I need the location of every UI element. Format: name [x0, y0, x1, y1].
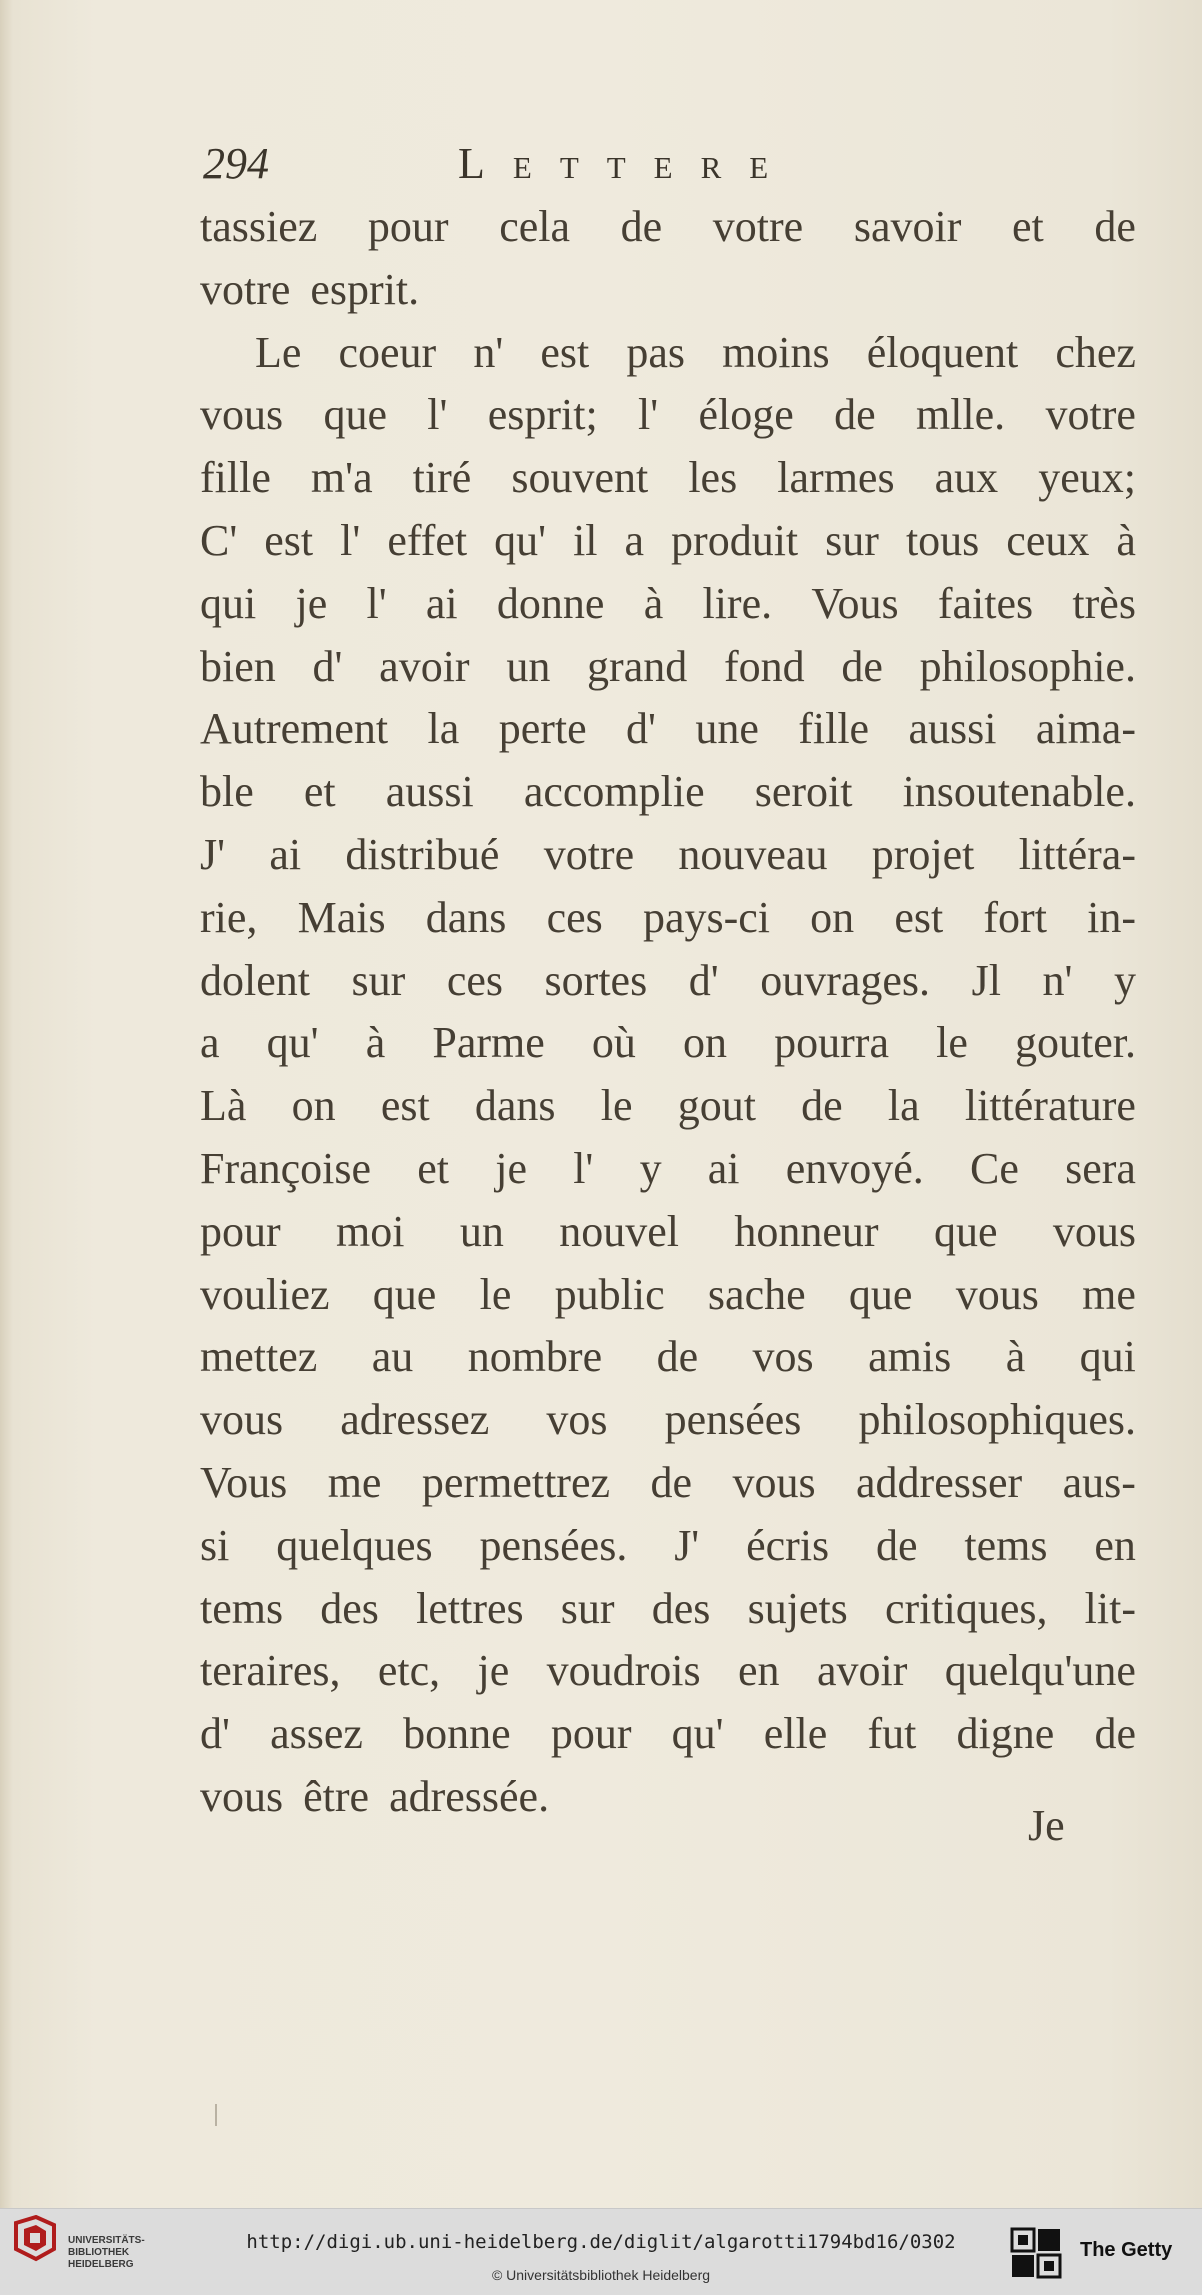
word: en: [738, 1646, 780, 1696]
word: littérature: [964, 1081, 1136, 1131]
word: vous: [955, 1269, 1039, 1319]
word: en: [1094, 1520, 1136, 1570]
word: je: [295, 578, 328, 628]
word: d': [688, 955, 719, 1005]
word: de: [834, 390, 876, 440]
word: philosophiques.: [858, 1395, 1136, 1445]
text-line: [200, 573, 1136, 636]
word: ble: [200, 767, 254, 817]
word: Ce: [970, 1143, 1019, 1193]
word: sur: [351, 955, 406, 1005]
word: seroit: [754, 767, 853, 817]
word: où: [591, 1018, 636, 1068]
word: public: [554, 1269, 665, 1319]
text-line: [200, 1138, 1136, 1201]
word: fond: [723, 641, 805, 691]
word: tiré: [412, 453, 472, 503]
word: accomplie: [523, 767, 705, 817]
word: dans: [425, 892, 507, 942]
word: qui: [1079, 1332, 1136, 1382]
word: un: [459, 1206, 504, 1256]
word: on: [810, 892, 855, 942]
word: votre: [1045, 390, 1136, 440]
word: me: [1082, 1269, 1136, 1319]
word: quelqu'une: [944, 1646, 1136, 1696]
word: ces: [546, 892, 603, 942]
word: aima-: [1035, 704, 1136, 754]
word: sujets: [747, 1583, 848, 1633]
word: Le: [255, 327, 302, 377]
getty-logo-icon: [1010, 2227, 1062, 2279]
text-line: [200, 1326, 1136, 1389]
word: voudrois: [546, 1646, 701, 1696]
word: bonne: [403, 1709, 511, 1759]
word: y: [1113, 955, 1136, 1005]
word: aussi: [385, 767, 474, 817]
footer-bar: [0, 2208, 1202, 2295]
word: être: [303, 1771, 370, 1821]
word: digne: [956, 1709, 1055, 1759]
word: sache: [707, 1269, 806, 1319]
word: a: [624, 515, 645, 565]
text-line: [200, 1578, 1136, 1641]
word: pays-ci: [642, 892, 770, 942]
word: nombre: [467, 1332, 603, 1382]
word: honneur: [734, 1206, 879, 1256]
word: faites: [937, 578, 1034, 628]
word: teraires,: [200, 1646, 341, 1696]
word: je: [495, 1143, 527, 1193]
running-title: Lettere: [458, 139, 797, 188]
word: cela: [499, 202, 571, 251]
word: vous: [200, 1771, 284, 1821]
sponsor-name: The Getty: [1080, 2239, 1173, 2261]
letter-body-text: [200, 196, 1136, 1829]
word: Jl: [971, 955, 1001, 1005]
word: pour: [550, 1709, 632, 1759]
word: qu': [266, 1018, 319, 1068]
word: que: [323, 390, 387, 440]
word: on: [683, 1018, 728, 1068]
word: tems: [200, 1583, 284, 1633]
word: que: [372, 1269, 437, 1319]
word: ai: [269, 829, 302, 879]
word: littéra-: [1018, 829, 1136, 879]
word: éloquent: [866, 327, 1019, 377]
word: vous: [1052, 1206, 1136, 1256]
word: souvent: [511, 453, 649, 503]
text-line: [200, 1703, 1136, 1766]
word: de: [1094, 202, 1136, 251]
text-line: [200, 259, 1136, 322]
word: il: [573, 515, 598, 565]
word: à: [1116, 515, 1136, 565]
word: d': [200, 1709, 230, 1759]
word: que: [933, 1206, 998, 1256]
word: ceux: [1006, 515, 1090, 565]
word: est: [264, 515, 314, 565]
word: sortes: [544, 955, 648, 1005]
text-line: [200, 824, 1136, 887]
page-gutter: [0, 0, 14, 2208]
word: adressée.: [389, 1771, 550, 1821]
text-line: [200, 761, 1136, 824]
copyright-notice: © Universitätsbibliothek Heidelberg: [491, 2267, 711, 2283]
word: Vous: [811, 578, 899, 628]
text-line: [200, 1012, 1136, 1075]
word: sur: [560, 1583, 615, 1633]
word: insoutenable.: [902, 767, 1136, 817]
word: effet: [387, 515, 468, 565]
word: mlle.: [915, 390, 1006, 440]
word: sur: [825, 515, 879, 565]
word: tems: [964, 1520, 1048, 1570]
word: ai: [707, 1143, 740, 1193]
word: et: [303, 767, 336, 817]
word: vous: [732, 1457, 816, 1507]
word: pensées: [664, 1395, 802, 1445]
word: le: [479, 1269, 512, 1319]
word: de: [841, 641, 883, 691]
text-line: [200, 636, 1136, 699]
word: fille: [200, 453, 271, 503]
word: ces: [446, 955, 504, 1005]
word: vouliez: [200, 1269, 330, 1319]
word: J': [674, 1520, 700, 1570]
word: écris: [746, 1520, 830, 1570]
word: gout: [677, 1081, 756, 1131]
word: lire.: [702, 578, 773, 628]
text-line: [200, 1264, 1136, 1327]
word: vos: [752, 1332, 814, 1382]
source-url-link[interactable]: http://digi.ub.uni-heidelberg.de/diglit/algarotti1794bd16/0302: [246, 2231, 956, 2253]
word: vous: [200, 1395, 284, 1445]
word: nouvel: [559, 1206, 679, 1256]
word: vos: [546, 1395, 608, 1445]
word: de: [650, 1457, 692, 1507]
catchword: Je: [1028, 1801, 1065, 1850]
word: de: [1094, 1709, 1136, 1759]
word: m'a: [310, 453, 373, 503]
word: ouvrages.: [760, 955, 931, 1005]
margin-mark: [215, 2104, 217, 2126]
word: n': [473, 327, 504, 377]
word: lit-: [1084, 1583, 1136, 1633]
word: dolent: [200, 955, 310, 1005]
word: la: [887, 1081, 920, 1131]
word: me: [327, 1457, 382, 1507]
word: votre: [712, 202, 804, 251]
word: n': [1042, 955, 1073, 1005]
word: etc,: [377, 1646, 441, 1696]
text-line: [200, 950, 1136, 1013]
word: gouter.: [1015, 1018, 1136, 1068]
word: yeux;: [1038, 453, 1136, 503]
word: est: [380, 1081, 430, 1131]
word: aussi: [908, 704, 997, 754]
word: Françoise: [200, 1143, 372, 1193]
word: des: [651, 1583, 711, 1633]
word: de: [876, 1520, 918, 1570]
word: la: [427, 704, 460, 754]
word: des: [320, 1583, 379, 1633]
word: addresser: [856, 1457, 1023, 1507]
word: nouveau: [678, 829, 828, 879]
word: de: [801, 1081, 843, 1131]
word: rie,: [200, 892, 258, 942]
word: l': [366, 578, 387, 628]
word: à: [643, 578, 664, 628]
word: fort: [983, 892, 1047, 942]
word: pas: [626, 327, 685, 377]
word: philosophie.: [919, 641, 1136, 691]
word: critiques,: [884, 1583, 1048, 1633]
word: vous: [200, 390, 284, 440]
word: tassiez: [200, 202, 318, 251]
word: elle: [763, 1709, 828, 1759]
word: produit: [671, 515, 799, 565]
word: et: [1011, 202, 1044, 251]
text-line: [200, 322, 1136, 385]
text-line: [200, 447, 1136, 510]
word: si: [200, 1520, 230, 1570]
word: perte: [498, 704, 587, 754]
word: in-: [1087, 892, 1136, 942]
word: Mais: [297, 892, 386, 942]
word: fut: [867, 1709, 917, 1759]
word: aus-: [1062, 1457, 1136, 1507]
text-line: [200, 887, 1136, 950]
text-line: [200, 1201, 1136, 1264]
word: qu': [494, 515, 547, 565]
word: donne: [496, 578, 605, 628]
word: quelques: [276, 1520, 433, 1570]
library-name: UNIVERSITÄTS- BIBLIOTHEK HEIDELBERG: [68, 2235, 145, 2270]
word: grand: [587, 641, 688, 691]
word: avoir: [379, 641, 470, 691]
word: à: [1005, 1332, 1026, 1382]
running-head: [203, 138, 903, 198]
word: adressez: [340, 1395, 490, 1445]
word: lettres: [416, 1583, 524, 1633]
word: le: [600, 1081, 633, 1131]
word: savoir: [853, 202, 962, 251]
word: pensées.: [479, 1520, 628, 1570]
word: à: [365, 1018, 386, 1068]
word: d': [626, 704, 656, 754]
text-line: [200, 384, 1136, 447]
word: distribué: [345, 829, 500, 879]
word: votre: [200, 264, 291, 314]
text-line: [200, 1389, 1136, 1452]
word: une: [695, 704, 759, 754]
word: fille: [798, 704, 870, 754]
word: envoyé.: [785, 1143, 924, 1193]
word: aux: [934, 453, 999, 503]
text-line: [200, 196, 1136, 259]
word: très: [1072, 578, 1136, 628]
word: votre: [543, 829, 635, 879]
word: permettrez: [421, 1457, 611, 1507]
word: qu': [671, 1709, 724, 1759]
word: Parme: [432, 1018, 545, 1068]
word: l': [427, 390, 448, 440]
word: moins: [722, 327, 830, 377]
text-line: [200, 1515, 1136, 1578]
word: J': [200, 829, 226, 879]
word: au: [371, 1332, 414, 1382]
word: sera: [1065, 1143, 1136, 1193]
word: je: [477, 1646, 510, 1696]
word: C': [200, 515, 238, 565]
word: Autrement: [200, 704, 389, 754]
word: que: [848, 1269, 913, 1319]
word: bien: [200, 641, 276, 691]
word: de: [656, 1332, 699, 1382]
word: éloge: [698, 390, 794, 440]
word: amis: [868, 1332, 952, 1382]
word: moi: [336, 1206, 405, 1256]
page-number: 294: [203, 139, 269, 188]
word: tous: [905, 515, 980, 565]
text-line: [200, 1766, 1136, 1829]
word: dans: [474, 1081, 556, 1131]
word: d': [312, 641, 343, 691]
word: assez: [270, 1709, 363, 1759]
word: l': [340, 515, 361, 565]
word: l': [573, 1143, 594, 1193]
word: de: [620, 202, 663, 251]
text-line: [200, 1640, 1136, 1703]
word: Vous: [200, 1457, 288, 1507]
text-line: [200, 1075, 1136, 1138]
word: l': [638, 390, 659, 440]
word: pour: [367, 202, 449, 251]
word: mettez: [200, 1332, 318, 1382]
word: y: [639, 1143, 662, 1193]
text-line: [200, 698, 1136, 761]
word: pourra: [774, 1018, 889, 1068]
text-line: [200, 510, 1136, 573]
text-line: [200, 1452, 1136, 1515]
word: Là: [200, 1081, 247, 1131]
word: projet: [871, 829, 975, 879]
word: est: [894, 892, 944, 942]
word: qui: [200, 578, 257, 628]
word: on: [291, 1081, 336, 1131]
word: a: [200, 1018, 220, 1068]
word: esprit.: [310, 264, 420, 314]
word: larmes: [777, 453, 895, 503]
word: pour: [200, 1206, 281, 1256]
word: chez: [1055, 327, 1136, 377]
word: avoir: [816, 1646, 908, 1696]
word: les: [688, 453, 738, 503]
word: ai: [425, 578, 458, 628]
word: est: [540, 327, 590, 377]
word: le: [936, 1018, 968, 1068]
word: coeur: [338, 327, 437, 377]
word: un: [506, 641, 551, 691]
word: et: [417, 1143, 450, 1193]
word: esprit;: [487, 390, 598, 440]
